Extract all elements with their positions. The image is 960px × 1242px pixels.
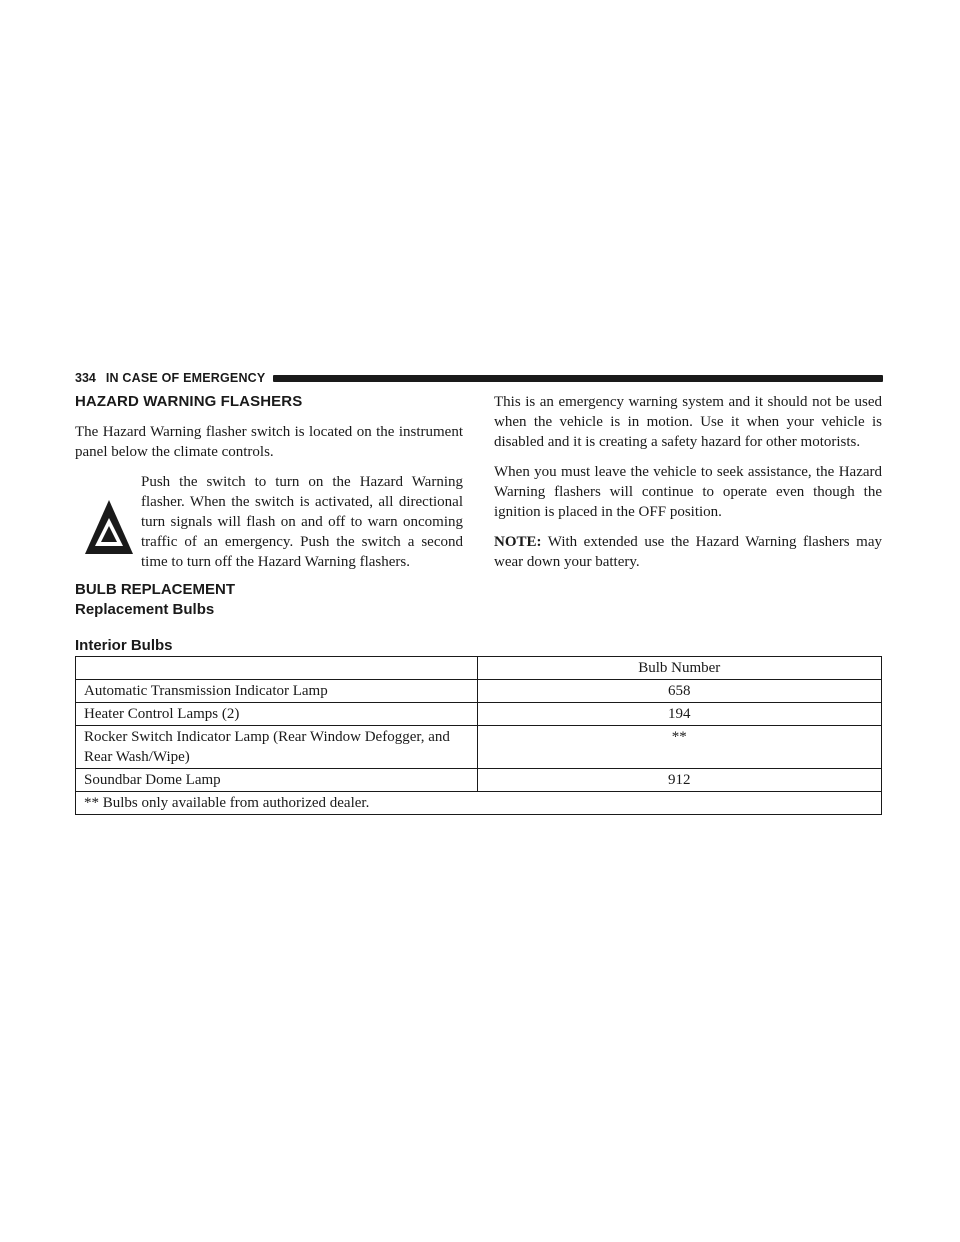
table-row xyxy=(76,726,882,769)
bulb-number: 194 xyxy=(477,703,881,726)
section-title: IN CASE OF EMERGENCY xyxy=(105,371,266,385)
table-header-name xyxy=(76,657,478,680)
header-rule xyxy=(273,375,883,382)
hazard-paragraph-switch: Push the switch to turn on the Hazard Warning flasher. When the switch is activated, all directional turn signals will flash on and off to warn oncoming traffic of an emergency. Push the switch a second time to turn off the Hazard Warning flashers. xyxy=(141,474,463,570)
table-footnote-row xyxy=(76,792,882,815)
bulb-number: 658 xyxy=(477,680,881,703)
interior-bulbs-table xyxy=(75,656,882,815)
table-header-number: Bulb Number xyxy=(477,657,881,680)
page-header xyxy=(75,370,883,386)
hazard-icon-block xyxy=(75,472,463,572)
hazard-paragraph-warning: This is an emergency warning system and it should not be used when the vehicle is in motion. Use it when your vehicle is disabled and it is creating a safety hazard for other motorists. xyxy=(494,394,882,450)
hazard-note xyxy=(494,532,882,572)
bulb-number: 912 xyxy=(477,769,881,792)
bulb-name: Rocker Switch Indicator Lamp (Rear Window Defogger, and Rear Wash/Wipe) xyxy=(76,726,478,769)
interior-bulbs-heading: Interior Bulbs xyxy=(75,637,173,654)
table-header-row xyxy=(76,657,882,680)
left-column xyxy=(75,392,463,572)
replacement-bulbs-subheading: Replacement Bulbs xyxy=(75,601,215,618)
note-label: NOTE: xyxy=(494,534,542,550)
table-row xyxy=(76,703,882,726)
hazard-paragraph-location: The Hazard Warning flasher switch is located on the instrument panel below the climate controls. xyxy=(75,424,463,460)
note-text: With extended use the Hazard Warning flashers may wear down your battery. xyxy=(494,534,882,570)
bulb-number: ** xyxy=(477,726,881,769)
table-row xyxy=(76,769,882,792)
bulb-name: Automatic Transmission Indicator Lamp xyxy=(76,680,478,703)
table-footnote: ** Bulbs only available from authorized dealer. xyxy=(76,792,882,815)
table-row xyxy=(76,680,882,703)
page-number: 334 xyxy=(75,371,96,385)
hazard-paragraph-leave: When you must leave the vehicle to seek assistance, the Hazard Warning flashers will continue to operate even though the ignition is placed in the OFF position. xyxy=(494,464,882,520)
right-column xyxy=(494,392,882,572)
bulb-replacement-heading: BULB REPLACEMENT xyxy=(75,581,235,598)
hazard-heading: HAZARD WARNING FLASHERS xyxy=(75,393,303,410)
bulb-name: Heater Control Lamps (2) xyxy=(76,703,478,726)
hazard-triangle-icon xyxy=(83,492,135,560)
bulb-name: Soundbar Dome Lamp xyxy=(76,769,478,792)
